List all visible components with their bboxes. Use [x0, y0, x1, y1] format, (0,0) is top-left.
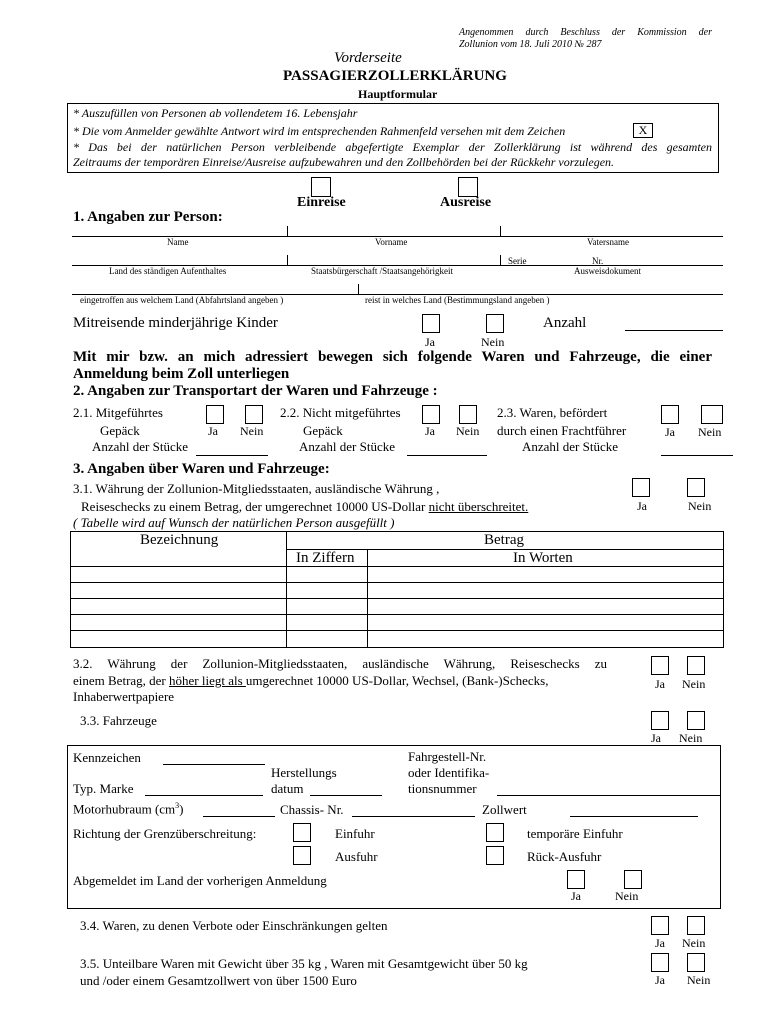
instruction-line3: * Das bei der natürlichen Person verbleibende abgefertigte Exemplar der Zollerklärung ist während des gesamten	[73, 140, 712, 154]
s21-pieces-label: Anzahl der Stücke	[92, 439, 189, 454]
instruction-line4: Zeitraums der temporären Einreise/Ausreise aufzubewahren und den Zollbehörden bei der Rückkehr vorzulegen.	[73, 155, 615, 169]
x-mark-example: X	[633, 123, 653, 138]
deregistered-no-checkbox[interactable]	[624, 870, 642, 889]
s21-no-checkbox[interactable]	[245, 405, 263, 424]
deregistered-no-label: Nein	[615, 889, 639, 903]
s23-pieces-field[interactable]	[661, 455, 733, 456]
chassis-label-a: Fahrgestell-Nr.	[408, 749, 487, 764]
export-label: Ausfuhr	[335, 849, 378, 864]
s33-yes-label: Ja	[651, 731, 661, 745]
minors-no-label: Nein	[481, 335, 505, 349]
instruction-line2: * Die vom Anmelder gewählte Antwort wird im entsprechenden Rahmenfeld versehen mit dem Zeichen	[73, 124, 566, 138]
s21-no-label: Nein	[240, 424, 264, 438]
minors-count-field[interactable]	[625, 330, 723, 331]
s22-pieces-label: Anzahl der Stücke	[299, 439, 396, 454]
instruction-line1: * Auszufüllen von Personen ab vollendetem 16. Lebensjahr	[73, 106, 358, 120]
minors-label: Mitreisende minderjährige Kinder	[73, 315, 278, 331]
s35-yes-label: Ja	[655, 973, 665, 987]
minors-yes-checkbox[interactable]	[422, 314, 440, 333]
form-subtitle: Hauptformular	[358, 87, 438, 101]
crossing-label: Richtung der Grenzüberschreitung:	[73, 826, 257, 841]
residence-label: Land des ständigen Aufenthaltes	[109, 266, 227, 276]
temp-import-label: temporäre Einfuhr	[527, 826, 623, 841]
minors-yes-label: Ja	[425, 335, 435, 349]
travel-to-label: reist in welches Land (Bestimmungsland angeben )	[365, 295, 550, 305]
made-label-a: Herstellungs	[271, 765, 337, 780]
s23-yes-label: Ja	[665, 425, 675, 439]
engine-field[interactable]	[203, 816, 275, 817]
s35-line1: 3.5. Unteilbare Waren mit Gewicht über 35 kg , Waren mit Gesamtgewicht über 50 kg	[80, 956, 528, 971]
s23-label-b: durch einen Frachtführer	[497, 423, 627, 438]
id-document-label: Ausweisdokument	[574, 266, 641, 276]
s21-label-b: Gepäck	[100, 423, 140, 438]
re-export-checkbox[interactable]	[486, 846, 504, 865]
made-label-b: datum	[271, 781, 304, 796]
exit-checkbox[interactable]	[458, 177, 478, 197]
s31-note: ( Tabelle wird auf Wunsch der natürlichen Person ausgefüllt )	[73, 515, 395, 530]
citizenship-label: Staatsbürgerschaft /Staatsangehörigkeit	[311, 266, 454, 276]
model-field[interactable]	[145, 795, 263, 796]
s32-line3: Inhaberwertpapiere	[73, 689, 175, 704]
s34-yes-label: Ja	[655, 936, 665, 950]
vorname-label: Vorname	[375, 237, 408, 247]
vatersname-label: Vatersname	[587, 237, 629, 247]
s22-label-b: Gepäck	[303, 423, 343, 438]
chassis-no-label: Chassis- Nr.	[280, 802, 344, 817]
s32-no-label: Nein	[682, 677, 706, 691]
s22-no-label: Nein	[456, 424, 480, 438]
s31-yes-label: Ja	[637, 499, 647, 513]
name-label: Name	[167, 237, 189, 247]
s33-yes-checkbox[interactable]	[651, 711, 669, 730]
s31-no-checkbox[interactable]	[687, 478, 705, 497]
plate-label: Kennzeichen	[73, 750, 141, 765]
deregistered-label: Abgemeldet im Land der vorherigen Anmeldung	[73, 873, 327, 888]
customs-value-field[interactable]	[570, 816, 698, 817]
s21-yes-checkbox[interactable]	[206, 405, 224, 424]
s22-no-checkbox[interactable]	[459, 405, 477, 424]
s32-no-checkbox[interactable]	[687, 656, 705, 675]
s34-label: 3.4. Waren, zu denen Verbote oder Einschränkungen gelten	[80, 918, 388, 933]
deregistered-yes-label: Ja	[571, 889, 581, 903]
s35-no-label: Nein	[687, 973, 711, 987]
section1-title: 1. Angaben zur Person:	[73, 209, 223, 225]
s31-line2: Reiseschecks zu einem Betrag, der umgerechnet 10000 US-Dollar nicht überschreitet.	[81, 499, 529, 514]
temp-import-checkbox[interactable]	[486, 823, 504, 842]
import-checkbox[interactable]	[293, 823, 311, 842]
s22-yes-checkbox[interactable]	[422, 405, 440, 424]
section3-title: 3. Angaben über Waren und Fahrzeuge:	[73, 461, 330, 477]
entry-checkbox[interactable]	[311, 177, 331, 197]
declaration-line2: Anmeldung beim Zoll unterliegen	[73, 366, 290, 382]
side-label: Vorderseite	[334, 50, 402, 66]
approval-note-line1: Angenommen durch Beschluss der Kommission der	[459, 27, 712, 38]
currency-row[interactable]	[70, 630, 724, 631]
s31-line1: 3.1. Währung der Zollunion-Mitgliedsstaaten, ausländische Währung ,	[73, 481, 440, 496]
chassis-label-b: oder Identifika-	[408, 765, 490, 780]
export-checkbox[interactable]	[293, 846, 311, 865]
chassis-field[interactable]	[497, 795, 721, 796]
currency-row[interactable]	[70, 614, 724, 615]
import-label: Einfuhr	[335, 826, 375, 841]
section2-title: 2. Angaben zur Transportart der Waren und Fahrzeuge :	[73, 383, 438, 399]
model-label: Typ. Marke	[73, 781, 134, 796]
table-sub-worten: In Worten	[513, 550, 573, 566]
re-export-label: Rück-Ausfuhr	[527, 849, 602, 864]
s21-yes-label: Ja	[208, 424, 218, 438]
chassis-label-c: tionsnummer	[408, 781, 477, 796]
s21-label: 2.1. Mitgeführtes	[73, 405, 163, 420]
s34-yes-checkbox[interactable]	[651, 916, 669, 935]
engine-label: Motorhubraum $(cm^3)$	[73, 801, 184, 817]
s32-line1: 3.2. Währung der Zollunion-Mitgliedsstaaten, ausländische Währung, Reiseschecks zu	[73, 656, 607, 671]
s35-yes-checkbox[interactable]	[651, 953, 669, 972]
s34-no-label: Nein	[682, 936, 706, 950]
s35-no-checkbox[interactable]	[687, 953, 705, 972]
s23-no-label: Nein	[698, 425, 722, 439]
s35-line2: und /oder einem Gesamtzollwert von über 1500 Euro	[80, 973, 357, 988]
declaration-line1: Mit mir bzw. an mich adressiert bewegen sich folgende Waren und Fahrzeuge, die einer	[73, 349, 712, 365]
customs-value-label: Zollwert	[482, 802, 527, 817]
s23-label: 2.3. Waren, befördert	[497, 405, 608, 420]
s31-no-label: Nein	[688, 499, 712, 513]
s23-yes-checkbox[interactable]	[661, 405, 679, 424]
s31-yes-checkbox[interactable]	[632, 478, 650, 497]
s22-label: 2.2. Nicht mitgeführtes	[280, 405, 401, 420]
table-sub-ziffern: In Ziffern	[296, 550, 355, 566]
minors-count-label: Anzahl	[543, 315, 587, 331]
s32-line2: einem Betrag, der höher liegt als umgerechnet 10000 US-Dollar, Wechsel, (Bank-)Schecks,	[73, 673, 549, 688]
serie-label: Serie	[508, 256, 527, 266]
exit-label: Ausreise	[440, 195, 492, 210]
approval-note-line2: Zollunion vom 18. Juli 2010 № 287	[459, 39, 602, 50]
s22-pieces-field[interactable]	[407, 455, 487, 456]
entry-label: Einreise	[297, 195, 346, 210]
made-field[interactable]	[310, 795, 382, 796]
minors-no-checkbox[interactable]	[486, 314, 504, 333]
currency-row[interactable]	[70, 598, 724, 599]
s23-no-checkbox[interactable]	[701, 405, 723, 424]
s33-no-label: Nein	[679, 731, 703, 745]
plate-field[interactable]	[163, 764, 265, 765]
s34-no-checkbox[interactable]	[687, 916, 705, 935]
s33-label: 3.3. Fahrzeuge	[80, 713, 157, 728]
currency-row[interactable]	[70, 582, 724, 583]
table-col-bezeichnung: Bezeichnung	[140, 532, 219, 548]
form-title: PASSAGIERZOLLERKLÄRUNG	[283, 68, 507, 84]
s32-yes-checkbox[interactable]	[651, 656, 669, 675]
arrived-from-label: eingetroffen aus welchem Land (Abfahrtsland angeben )	[80, 295, 284, 305]
s32-yes-label: Ja	[655, 677, 665, 691]
s23-pieces-label: Anzahl der Stücke	[522, 439, 619, 454]
s33-no-checkbox[interactable]	[687, 711, 705, 730]
chassis-no-field[interactable]	[352, 816, 475, 817]
deregistered-yes-checkbox[interactable]	[567, 870, 585, 889]
s21-pieces-field[interactable]	[196, 455, 268, 456]
table-col-betrag: Betrag	[484, 532, 524, 548]
nr-label: Nr.	[592, 256, 604, 266]
s22-yes-label: Ja	[425, 424, 435, 438]
